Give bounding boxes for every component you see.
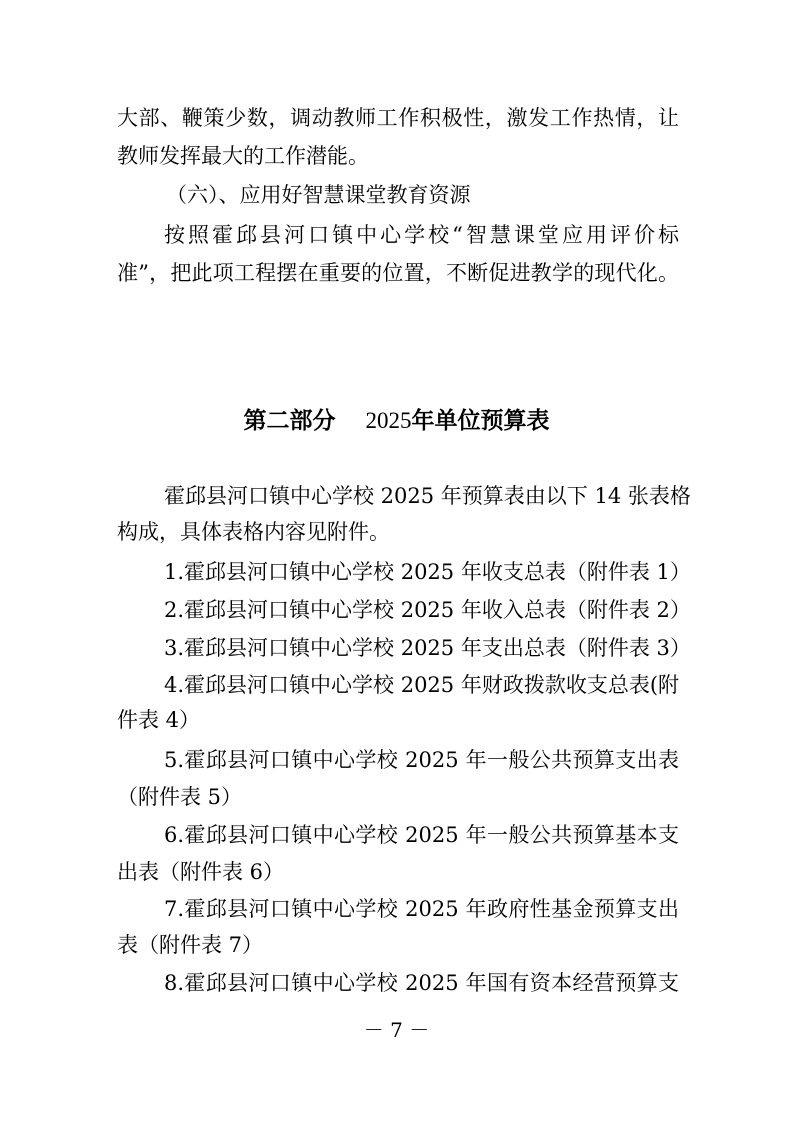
list-item-continuation: 出表（附件表 6） xyxy=(117,860,285,884)
list-item-continuation: 件表 4） xyxy=(117,708,201,732)
section-title-prefix: 第二部分 xyxy=(243,408,336,434)
section-title xyxy=(0,404,793,438)
section-title-suffix: 年单位预算表 xyxy=(411,408,550,434)
paragraph-line: 大部、鞭策少数，调动教师工作积极性，激发工作热情，让 xyxy=(117,106,679,130)
paragraph-line: 按照霍邱县河口镇中心学校“智慧课堂应用评价标 xyxy=(164,223,679,247)
paragraph-line: 教师发挥最大的工作潜能。 xyxy=(117,144,369,168)
list-item-continuation: （附件表 5） xyxy=(117,785,243,809)
page-number: － 7 － xyxy=(363,1018,430,1042)
list-item: 4.霍邱县河口镇中心学校 2025 年财政拨款收支总表(附 xyxy=(164,673,680,697)
list-item: 2.霍邱县河口镇中心学校 2025 年收入总表（附件表 2） xyxy=(164,598,691,622)
list-item: 6.霍邱县河口镇中心学校 2025 年一般公共预算基本支 xyxy=(164,823,679,847)
list-item: 7.霍邱县河口镇中心学校 2025 年政府性基金预算支出 xyxy=(164,897,679,921)
paragraph-line: 霍邱县河口镇中心学校 2025 年预算表由以下 14 张表格 xyxy=(164,484,691,508)
paragraph-line: 准”，把此项工程摆在重要的位置，不断促进教学的现代化。 xyxy=(117,261,679,285)
paragraph-line: 构成，具体表格内容见附件。 xyxy=(117,520,390,544)
list-item-continuation: 表（附件表 7） xyxy=(117,933,264,957)
list-item: 8.霍邱县河口镇中心学校 2025 年国有资本经营预算支 xyxy=(164,971,679,995)
list-item: 5.霍邱县河口镇中心学校 2025 年一般公共预算支出表 xyxy=(164,748,679,772)
section-subheading: （六）、应用好智慧课堂教育资源 xyxy=(166,183,471,207)
list-item: 1.霍邱县河口镇中心学校 2025 年收支总表（附件表 1） xyxy=(164,560,691,584)
section-title-year: 2025 xyxy=(365,408,412,433)
list-item: 3.霍邱县河口镇中心学校 2025 年支出总表（附件表 3） xyxy=(164,636,691,660)
